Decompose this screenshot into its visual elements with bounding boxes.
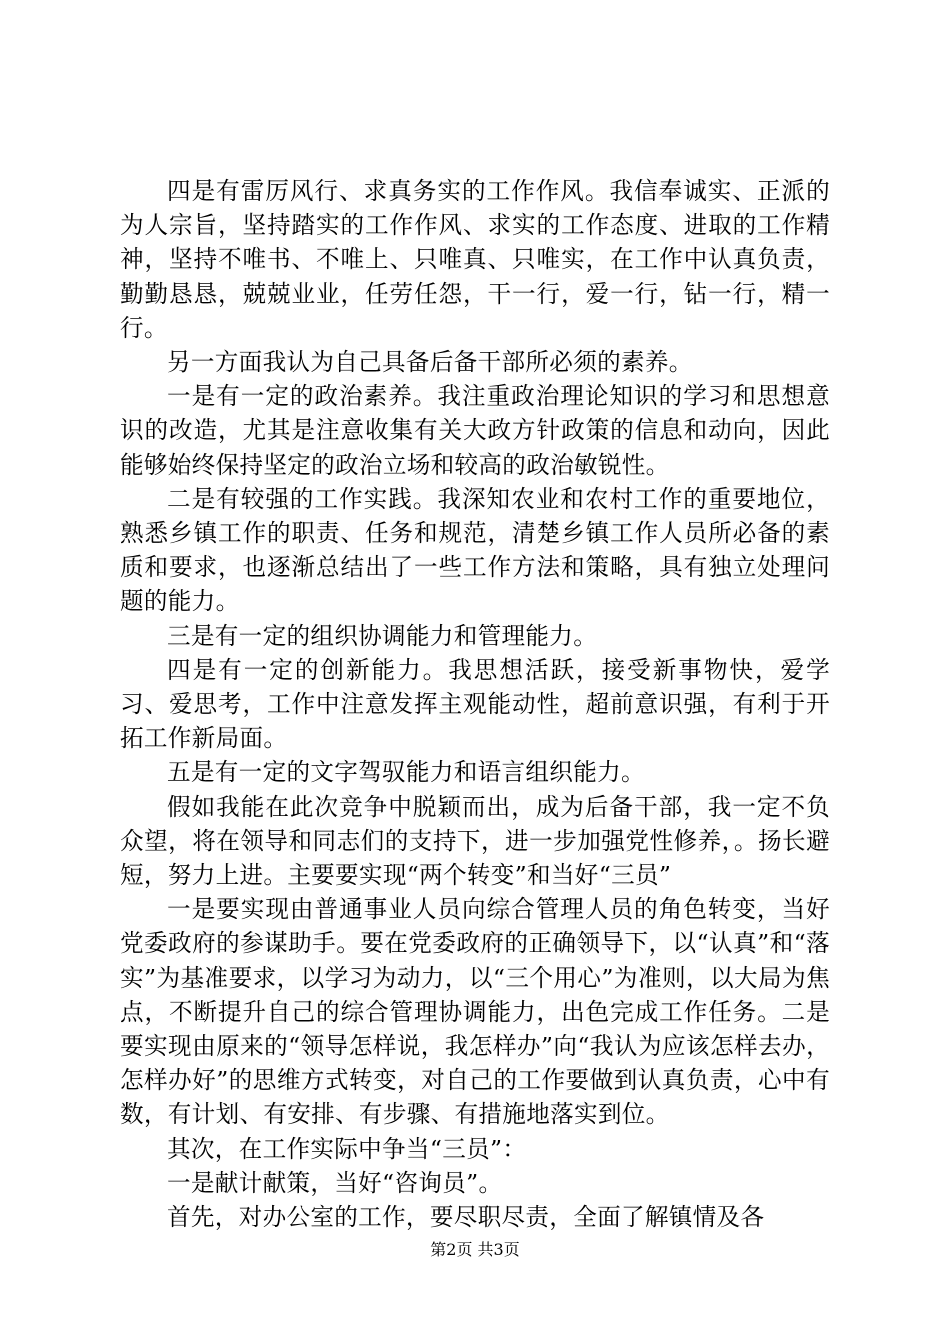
paragraph: 一是献计献策，当好“咨询员”。 [167,1168,503,1197]
paragraph: 其次，在工作实际中争当“三员”： [167,1134,527,1163]
page-number-footer: 第2页 共3页 [430,1240,520,1259]
paragraph: 首先，对办公室的工作，要尽职尽责，全面了解镇情及各 [167,1203,765,1232]
document-body [120,174,830,1234]
paragraph: 四是有雷厉风行、求真务实的工作作风。我信奉诚实、正派的为人宗旨，坚持踏实的工作作风、求实的工作态度、进取的工作精神，坚持不唯书、不唯上、只唯真、只唯实，在工作中认真负责，勤勤恳恳，兢兢业业，任劳任怨，干一行，爱一行，钻一行，精一行。 [120,177,830,342]
paragraph: 二是有较强的工作实践。我深知农业和农村工作的重要地位，熟悉乡镇工作的职责、任务和规范，清楚乡镇工作人员所必备的素质和要求，也逐渐总结出了一些工作方法和策略，具有独立处理问题的能力。 [120,484,830,616]
paragraph: 另一方面我认为自己具备后备干部所必须的素养。 [167,348,693,377]
paragraph: 三是有一定的组织协调能力和管理能力。 [167,621,598,650]
paragraph: 一是有一定的政治素养。我注重政治理论知识的学习和思想意识的改造，尤其是注意收集有关大政方针政策的信息和动向，因此能够始终保持坚定的政治立场和较高的政治敏锐性。 [120,382,830,479]
paragraph: 四是有一定的创新能力。我思想活跃，接受新事物快，爱学习、爱思考，工作中注意发挥主观能动性，超前意识强，有利于开拓工作新局面。 [120,655,830,753]
paragraph: 假如我能在此次竞争中脱颖而出，成为后备干部，我一定不负众望，将在领导和同志们的支持下，进一步加强党性修养，。扬长避短，努力上进。主要要实现“两个转变”和当好“三员” [120,792,830,890]
paragraph: 五是有一定的文字驾驭能力和语言组织能力。 [167,758,645,787]
paragraph: 一是要实现由普通事业人员向综合管理人员的角色转变，当好党委政府的参谋助手。要在党委政府的正确领导下，以“认真”和“落实”为基准要求，以学习为动力，以“三个用心”为准则，以大局为焦点，不断提升自己的综合管理协调能力，出色完成工作任务。二是要实现由原来的“领导怎样说，我怎样办”向“我认为应该怎样去办，怎样办好”的思维方式转变，对自己的工作要做到认真负责，心中有数，有计划、有安排、有步骤、有措施地落实到位。 [120,895,830,1129]
